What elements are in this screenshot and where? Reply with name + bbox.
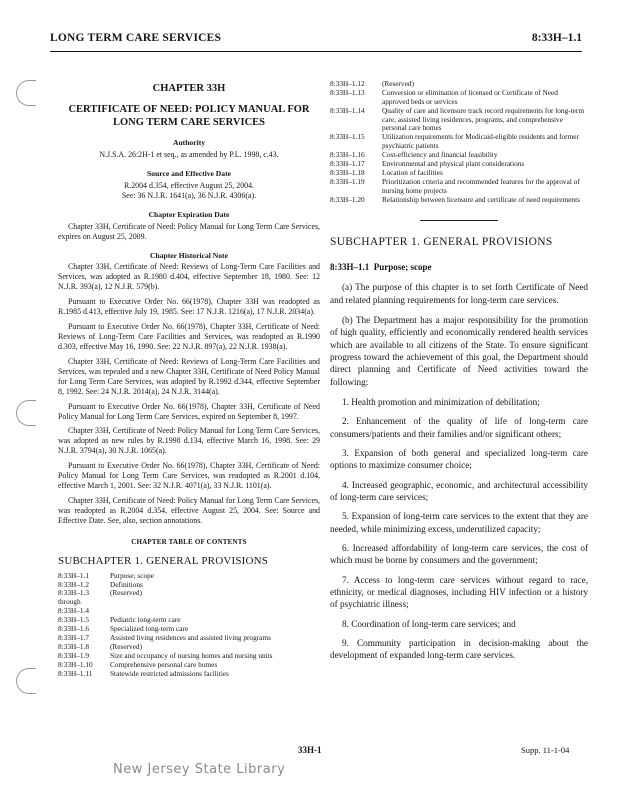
right-column [330,80,588,668]
toc-entry [58,607,320,616]
source-line: R.2004 d.354, effective August 25, 2004. [123,180,255,190]
historical-paragraph: Pursuant to Executive Order No. 66(1978), Chapter 33H, Certificate of Need: Reviews of Long-Term Care Facilities and Services, was readopted as R.1990 d.303, effective May 16, 1990. See: 22 N.J.R. 897(a), 22 N.J.R. 1938(a). [58,321,320,351]
supplement-date: Supp. 11-1-04 [521,745,570,755]
source-line: See: 36 N.J.R. 1641(a), 36 N.J.R. 4306(a). [121,190,257,200]
toc-entry [330,133,588,151]
toc-entry-title: Relationship between licensure and certificate of need requirements [382,194,580,204]
section-divider [420,220,498,221]
chapter-number: CHAPTER 33H [152,83,226,94]
authority-heading: Authority [172,138,206,148]
section-title: Purpose; scope [373,261,432,272]
toc-entry-number: 8:33H–1.6 [58,624,90,634]
historical-paragraph: Chapter 33H, Certificate of Need: Policy Manual for Long Term Care Services, was readopted as R.2004 d.354, effective August 25, 2004. See: Source and Effective Date. See, also, section annotations. [58,496,320,526]
toc-entry [58,634,320,643]
toc-entry-number: 8:33H–1.20 [330,194,365,204]
paragraph-a: (a) The purpose of this chapter is to set forth Certificate of Need and related planning requirements for long-term care services. [330,282,588,305]
header-section-number: 8:33H–1.1 [531,32,582,44]
toc-entry [58,670,320,679]
historical-paragraph: Chapter 33H, Certificate of Need: Policy Manual for Long Term Care Services, was adopted as new rules by R.1998 d.134, effective March 16, 1998. See: 29 N.J.R. 3794(a), 30 N.J.R. 1065(a). [58,426,320,456]
toc-entry [58,572,320,581]
section-number: 8:33H–1.1 [330,261,370,272]
list-item: 2. Enhancement of the quality of life of long-term care consumers/patients and their families and/or significant others; [330,416,588,439]
toc-entry-number: 8:33H–1.4 [58,606,90,616]
list-item: 8. Coordination of long-term care services; and [342,618,516,629]
left-column [58,80,320,678]
toc-entry-title: Pediatric long-term care [110,615,181,625]
paragraph-b: (b) The Department has a major responsibility for the promotion of high quality, efficiently and economically rendered health services which are available to all citizens of the State. To ensure significant progress toward the achievement of this goal, the Department should direct planning and Certificate of Need activities toward the following: [330,314,588,387]
authority-text: N.J.S.A. 26:2H-1 et seq., as amended by P.L. 1998, c.43. [99,150,279,160]
toc-entry-number: 8:33H–1.2 [58,579,90,589]
toc-entry-title: Utilization requirements for Medicaid-eligible residents and former psychiatric patients [382,132,579,151]
toc-entry-title: Environmental and physical plant considerations [382,159,525,169]
toc-entry-title: Prioritization criteria and recommended features for the approval of nursing home projects [382,176,580,195]
toc-entry-title: (Reserved) [110,588,143,598]
toc-entry-number: 8:33H–1.11 [58,668,93,678]
toc-heading: CHAPTER TABLE OF CONTENTS [131,538,247,547]
toc-entry-number: 8:33H–1.10 [58,659,93,669]
toc-entry [330,107,588,134]
header-title: LONG TERM CARE SERVICES [50,32,222,44]
historical-note-heading: Chapter Historical Note [150,250,228,260]
toc-entry [58,589,320,598]
list-item: 6. Increased affordability of long-term care services, the cost of which must be borne by consumers and the government; [330,542,588,566]
source-text [58,181,320,202]
toc-entry [58,616,320,625]
toc-entry-number: 8:33H–1.14 [330,105,365,115]
toc-entry-number: 8:33H–1.15 [330,132,365,142]
toc-entry-number: 8:33H–1.3 [58,588,90,598]
list-item: 7. Access to long-term care services without regard to race, ethnicity, or medical diagnoses, including HIV infection or a history of psychiatric illness; [330,574,588,610]
list-item: 1. Health promotion and minimization of debilitation; [342,396,540,407]
toc-entry [58,598,320,607]
toc-entry-title: Location of facilities [382,167,443,177]
toc-entry-title: Specialized long-term care [110,624,189,634]
list-item: 3. Expansion of both general and specialized long-term care options to maximize consumer choice; [330,447,588,471]
toc-entry-title: Conversion or elimination of licensed or Certificate of Need approved beds or services [382,87,558,106]
historical-paragraph: Pursuant to Executive Order No. 66(1978), Chapter 33H was readopted as R.1985 d.413, effective July 19, 1985. See: 17 N.J.R. 1216(a), 17 N.J.R. 2034(a). [58,296,320,316]
toc-entry-number: 8:33H–1.16 [330,150,365,160]
punch-hole-mark [16,668,36,694]
section-heading [330,262,588,273]
toc-entry-number: 8:33H–1.9 [58,650,90,660]
toc-entry-title: (Reserved) [110,641,143,651]
historical-paragraph: Chapter 33H, Certificate of Need: Reviews of Long-Term Care Facilities and Services, was repealed and a new Chapter 33H, Certificate of Need Policy Manual for Long Term Care Services, was adopted by R.1992 d.344, effective September 8, 1992. See: 24 N.J.R. 2014(a), 24 N.J.R. 3144(a). [58,356,320,396]
punch-hole-mark [16,400,36,426]
toc-entry-title: Size and occupancy of nursing homes and nursing units [110,650,273,660]
toc-entry-number: through [58,597,81,607]
toc-subchapter-heading: SUBCHAPTER 1. GENERAL PROVISIONS [58,554,269,567]
toc-entry-title: Assisted living residences and assisted living programs [110,632,271,642]
punch-hole-mark [16,80,36,106]
toc-entry [330,89,588,107]
toc-entry-title: Comprehensive personal care homes [110,659,218,669]
toc-entry-number: 8:33H–1.18 [330,167,365,177]
expiration-text: Chapter 33H, Certificate of Need: Policy Manual for Long Term Care Services, expires on August 25, 2009. [58,221,320,241]
historical-paragraph: Pursuant to Executive Order No. 66(1978), Chapter 33H, Certificate of Need Policy Manual for Long Term Care Services, expired on September 8, 1997. [58,401,320,421]
toc-entry [330,160,588,169]
list-item: 5. Expansion of long-term care services to the extent that they are needed, while minimizing excess, underutilized capacity; [330,511,588,534]
chapter-title: CERTIFICATE OF NEED: POLICY MANUAL FOR LONG TERM CARE SERVICES [68,104,310,129]
toc-entry-number: 8:33H–1.1 [58,570,90,580]
library-watermark: New Jersey State Library [113,762,286,777]
expiration-heading: Chapter Expiration Date [148,210,230,220]
historical-paragraph: Pursuant to Executive Order No. 66(1978), Chapter 33H, Certificate of Need: Policy Manual for Long Term Care Services, was readopted as R.2001 d.104, effective March 1, 2001. See: 32 N.J.R. 4071(a), 33 N.J.R. 1101(a). [58,461,320,491]
toc-entry [330,196,588,205]
toc-entry [58,581,320,590]
list-item: 9. Community participation in decision-making about the development of expanded long-term care services. [330,637,588,661]
toc-entry-number: 8:33H–1.8 [58,641,90,651]
toc-entry-number: 8:33H–1.17 [330,159,365,169]
toc-entry-title [110,598,320,607]
list-item: 4. Increased geographic, economic, and architectural accessibility of long-term care services; [330,479,588,502]
toc-entry-title: Purpose; scope [110,570,154,580]
toc-entry-title: Definitions [110,579,143,589]
toc-entry-number: 8:33H–1.12 [330,79,365,88]
toc-entry-number: 8:33H–1.5 [58,615,90,625]
toc-entry-title: (Reserved) [382,79,415,88]
page-number: 33H-1 [298,745,322,755]
toc-entry [330,178,588,196]
historical-paragraph: Chapter 33H, Certificate of Need: Reviews of Long-Term Care Facilities and Services, was adopted as R.1980 d.404, effective September 18, 1980. See: 12 N.J.R. 393(a), 12 N.J.R. 579(b). [58,262,320,292]
toc-entry-title: Quality of care and licensure track record requirements for long-term care, assisted living residences, programs, and comprehensive personal care homes [382,105,584,133]
source-heading: Source and Effective Date [146,168,231,178]
subchapter-heading: SUBCHAPTER 1. GENERAL PROVISIONS [330,236,553,249]
running-header [50,30,582,52]
toc-entry-number: 8:33H–1.13 [330,87,365,97]
toc-entry-title: Statewide restricted admissions facilities [110,668,229,678]
toc-entry-number: 8:33H–1.7 [58,632,90,642]
toc-entry-number: 8:33H–1.19 [330,176,365,186]
toc-entry-title: Cost-efficiency and financial feasibility [382,150,498,160]
